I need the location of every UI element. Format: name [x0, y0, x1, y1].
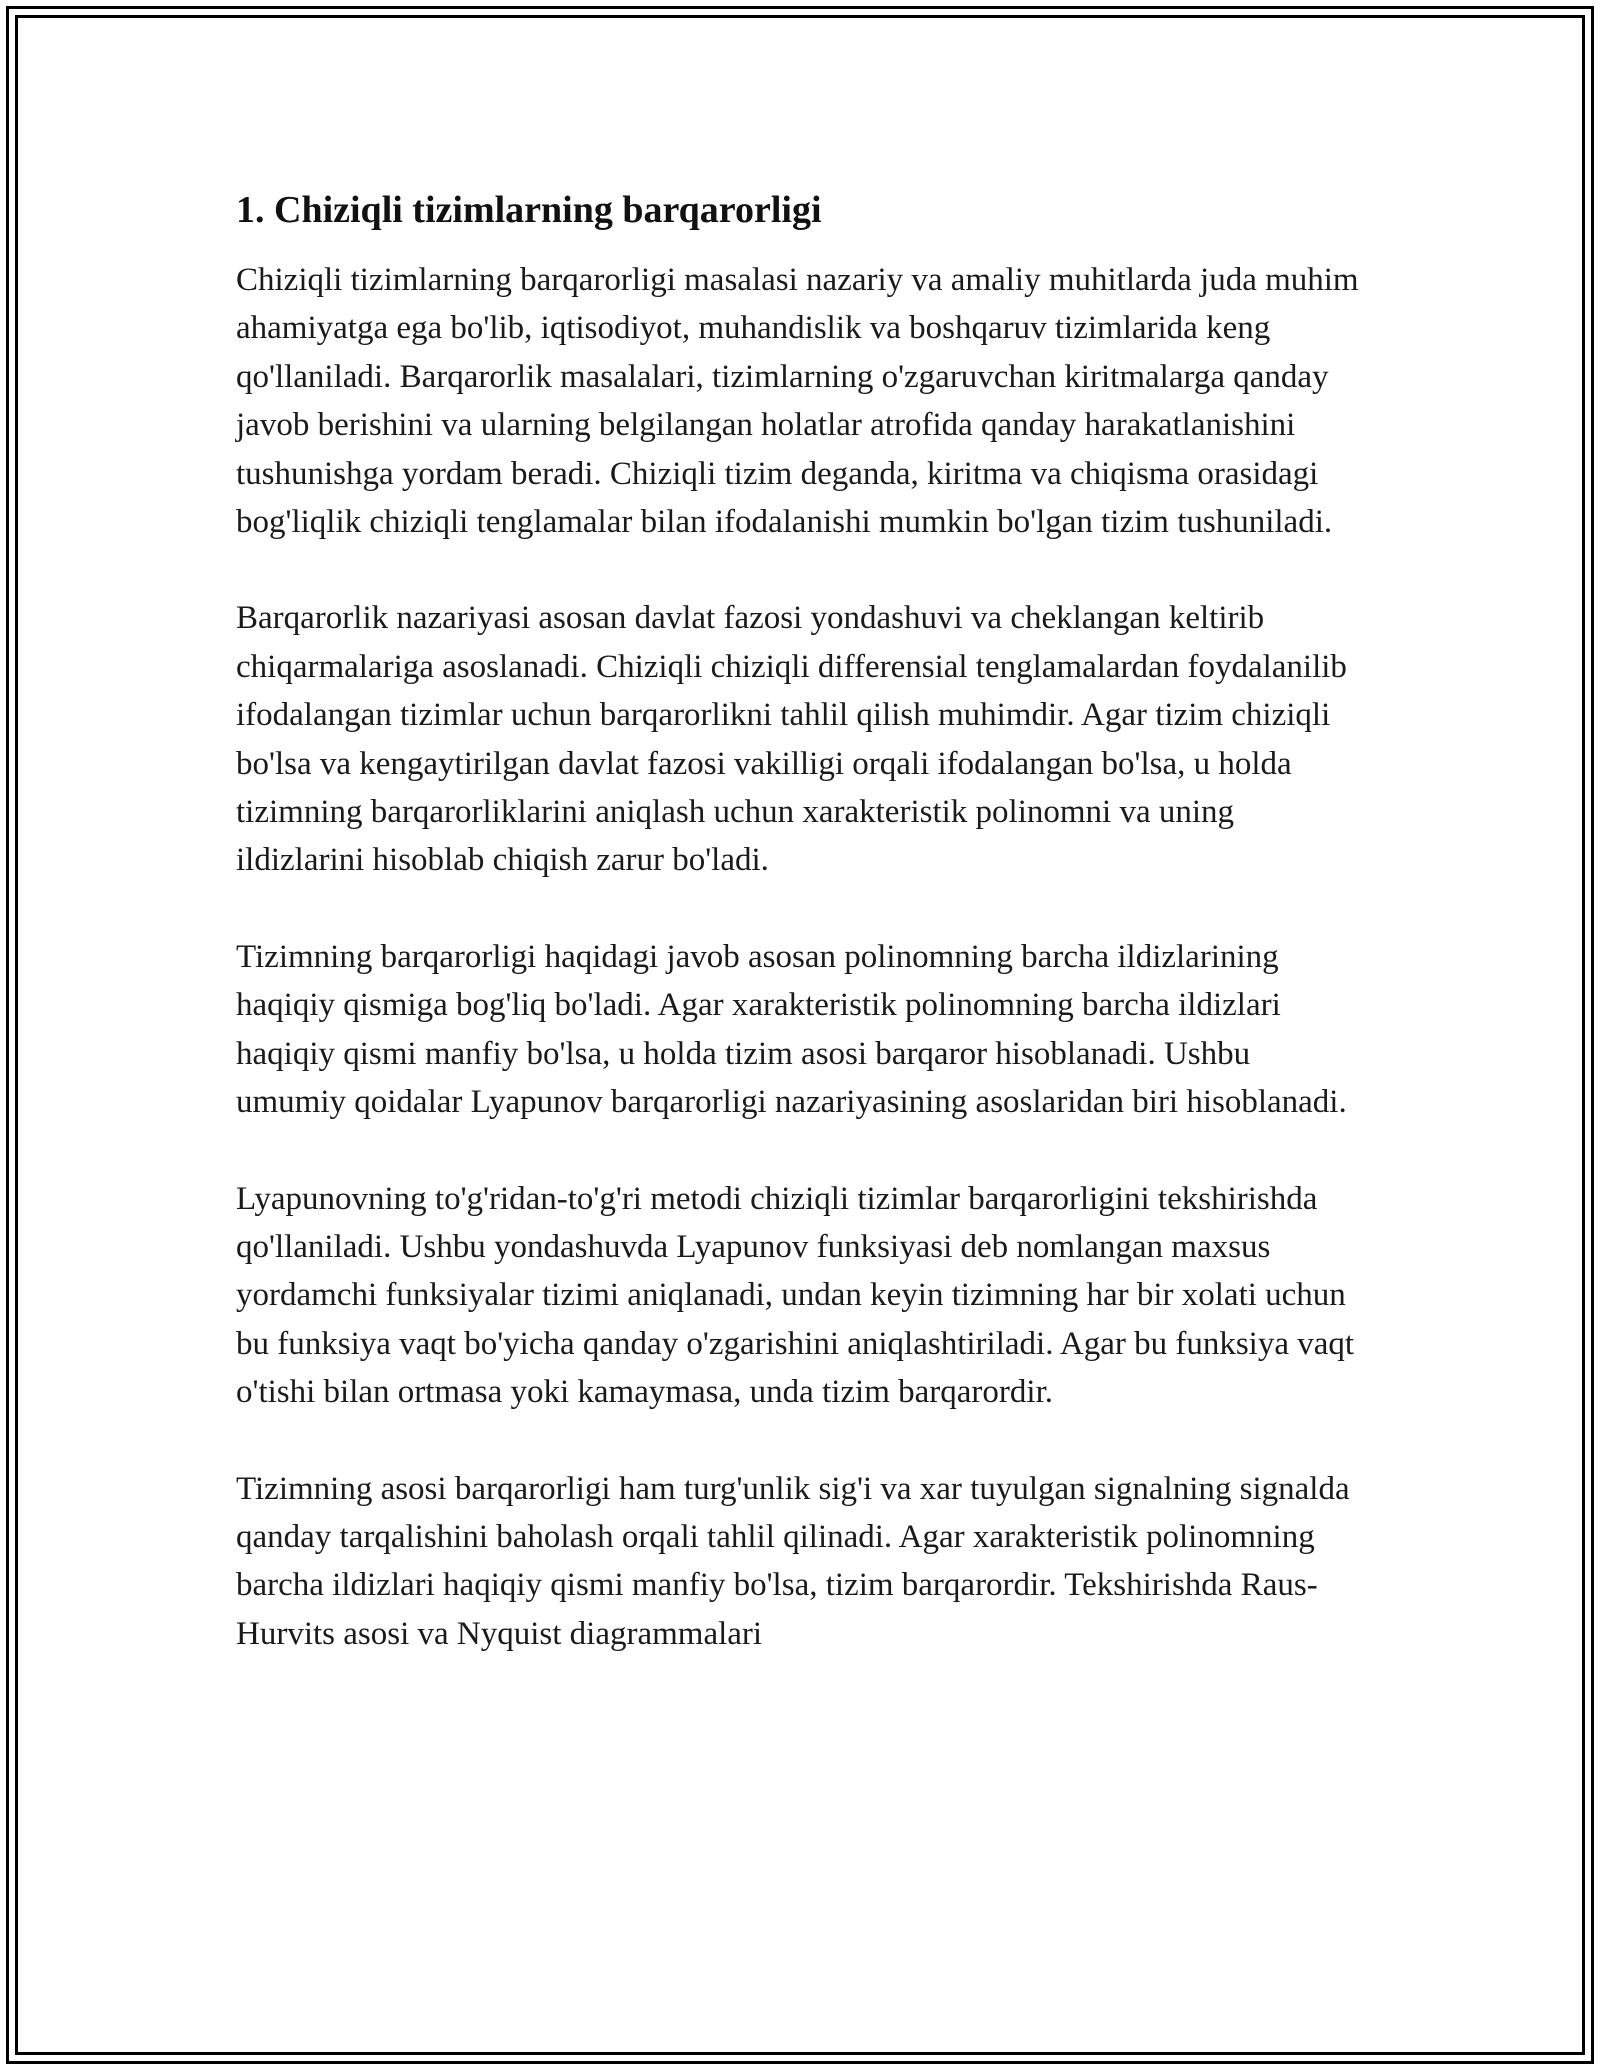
paragraph-5: Tizimning asosi barqarorligi ham turg'unlik sig'i va xar tuyulgan signalning signalda qanday tarqalishini baholash orqali tahlil qilinadi. Agar xarakteristik polinomning barcha ildizlari haqiqiy qismi manfiy bo'lsa, tizim barqarordir. Tekshirishda Raus-Hurvits asosi va Nyquist diagrammalari — [236, 1470, 1350, 1652]
section-heading: 1. Chiziqli tizimlarning barqarorligi — [236, 189, 822, 231]
document-body — [236, 186, 1366, 1706]
paragraph-3: Tizimning barqarorligi haqidagi javob asosan polinomning barcha ildizlarining haqiqiy qismiga bog'liq bo'ladi. Agar xarakteristik polinomning barcha ildizlari haqiqiy qismi manfiy bo'lsa, u holda tizim asosi barqaror hisoblanadi. Ushbu umumiy qoidalar Lyapunov barqarorligi nazariyasining asoslaridan biri hisoblanadi. — [236, 938, 1347, 1121]
paragraph-2: Barqarorlik nazariyasi asosan davlat fazosi yondashuvi va cheklangan keltirib chiqarmalariga asoslanadi. Chiziqli chiziqli differensial tenglamalardan foydalanilib ifodalangan tizimlar uchun barqarorlikni tahlil qilish muhimdir. Agar tizim chiziqli bo'lsa va kengaytirilgan davlat fazosi vakilligi orqali ifodalangan bo'lsa, u holda tizimning barqarorliklarini aniqlash uchun xarakteristik polinomni va uning ildizlarini hisoblab chiqish zarur bo'ladi. — [236, 600, 1347, 879]
paragraph-1: Chiziqli tizimlarning barqarorligi masalasi nazariy va amaliy muhitlarda juda muhim ahamiyatga ega bo'lib, iqtisodiyot, muhandislik va boshqaruv tizimlarida keng qo'llaniladi. Barqarorlik masalalari, tizimlarning o'zgaruvchan kiritmalarga qanday javob berishini va ularning belgilangan holatlar atrofida qanday harakatlanishini tushunishga yordam beradi. Chiziqli tizim deganda, kiritma va chiqisma orasidagi bog'liqlik chiziqli tenglamalar bilan ifodalanishi mumkin bo'lgan tizim tushuniladi. — [236, 262, 1359, 541]
paragraph-4: Lyapunovning to'g'ridan-to'g'ri metodi chiziqli tizimlar barqarorligini tekshirishda qo'llaniladi. Ushbu yondashuvda Lyapunov funksiyasi deb nomlangan maxsus yordamchi funksiyalar tizimi aniqlanadi, undan keyin tizimning har bir xolati uchun bu funksiya vaqt bo'yicha qanday o'zgarishini aniqlashtiriladi. Agar bu funksiya vaqt o'tishi bilan ortmasa yoki kamaymasa, unda tizim barqarordir. — [236, 1180, 1355, 1411]
